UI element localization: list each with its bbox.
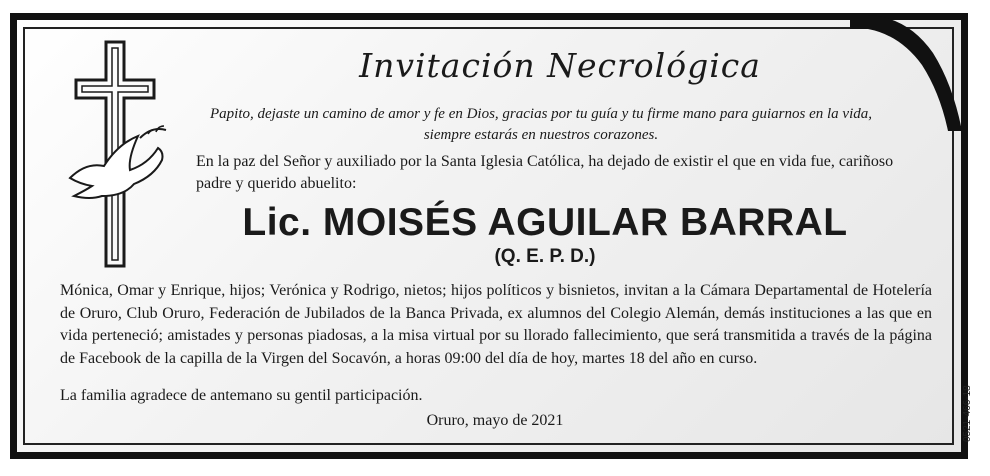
cross-icon — [68, 40, 168, 270]
page-title: Invitación Necrológica — [359, 46, 761, 85]
deceased-name: Lic. MOISÉS AGUILAR BARRAL — [242, 201, 848, 244]
thanks-line: La familia agradece de antemano su gentil participación. — [60, 387, 423, 404]
place-date: Oruro, mayo de 2021 — [426, 412, 564, 429]
reference-code: 0521-466-18 — [962, 385, 973, 442]
qepd-label: (Q. E. P. D.) — [494, 246, 596, 267]
intro-paragraph: En la paz del Señor y auxiliado por la Santa Iglesia Católica, ha dejado de existir el que en vida fue, cariñoso padre y querido abuelito: — [196, 153, 894, 192]
invitation-paragraph: Mónica, Omar y Enrique, hijos; Verónica y Rodrigo, nietos; hijos políticos y bisnietos, invitan a la Cámara Departamental de Hotelería de Oruro, Club Oruro, Federación de Jubilados de la Banca Privada, ex alumnos del Colegio Alemán, demás instituciones a las que en vida perteneció; amistades y personas piadosas, a la misa virtual por su llorado fallecimiento, que será transmitida a través de la página de Facebook de la capilla de la Virgen del Socavón, a horas 09:00 del día de hoy, martes 18 del año en curso. — [60, 282, 932, 367]
dedication-quote: Papito, dejaste un camino de amor y fe en Dios, gracias por tu guía y tu firme mano para guiarnos en la vida, siempre estarás en nuestros corazones. — [209, 106, 873, 143]
